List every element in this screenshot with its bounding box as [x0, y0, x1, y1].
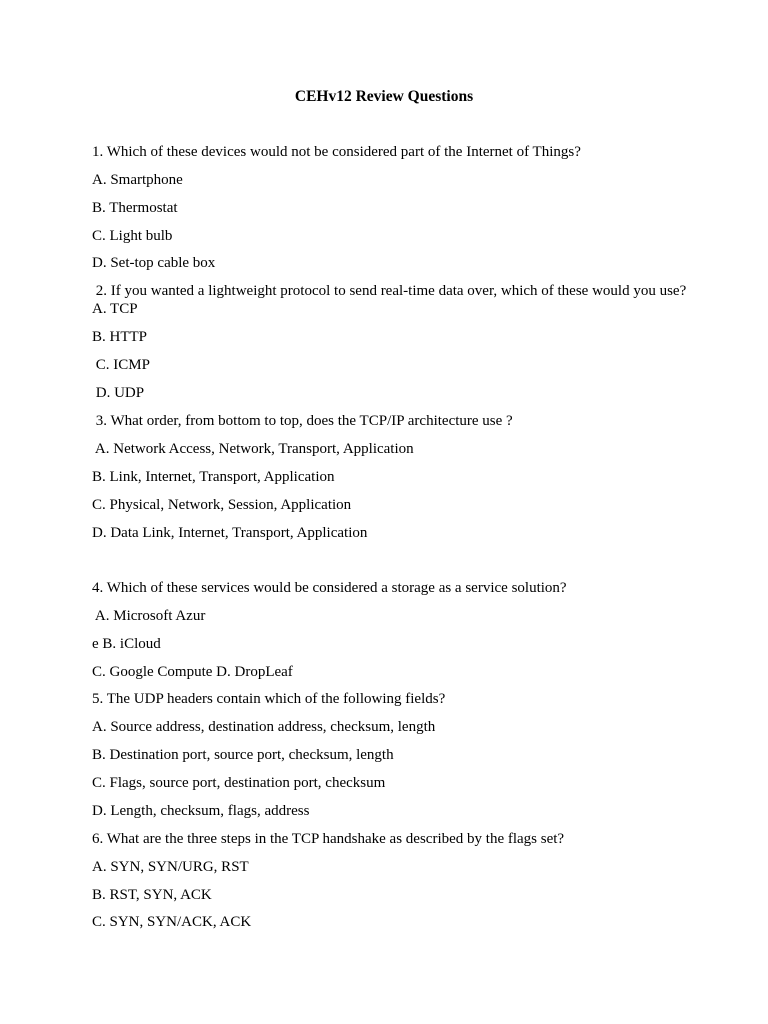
page-title: CEHv12 Review Questions [294, 88, 474, 105]
question-5-option-c: C. Flags, source port, destination port, checksum [92, 775, 386, 791]
question-4-option-b: e B. iCloud [92, 636, 161, 652]
question-3-option-c: C. Physical, Network, Session, Application [92, 497, 352, 513]
question-4-text: 4. Which of these services would be considered a storage as a service solution? [92, 580, 567, 596]
question-4-option-a: A. Microsoft Azur [92, 608, 206, 624]
question-2-option-d: D. UDP [92, 385, 145, 401]
question-5-option-a: A. Source address, destination address, checksum, length [92, 719, 436, 735]
question-1-option-b: B. Thermostat [92, 200, 178, 216]
question-1-option-d: D. Set-top cable box [92, 255, 216, 271]
question-2-text: 2. If you wanted a lightweight protocol to send real-time data over, which of these would you use? A. TCP [92, 283, 690, 317]
question-4-option-cd: C. Google Compute D. DropLeaf [92, 664, 293, 680]
question-3-option-b: B. Link, Internet, Transport, Application [92, 469, 335, 485]
question-2-option-c: C. ICMP [92, 357, 150, 373]
question-3-option-d: D. Data Link, Internet, Transport, Application [92, 525, 368, 541]
question-5-option-d: D. Length, checksum, flags, address [92, 803, 310, 819]
question-3-option-a: A. Network Access, Network, Transport, Application [92, 441, 414, 457]
question-1-text: 1. Which of these devices would not be considered part of the Internet of Things? [92, 144, 581, 160]
question-3-text: 3. What order, from bottom to top, does the TCP/IP architecture use ? [92, 413, 513, 429]
question-1-option-c: C. Light bulb [92, 228, 173, 244]
question-5-option-b: B. Destination port, source port, checksum, length [92, 747, 394, 763]
question-6-option-c: C. SYN, SYN/ACK, ACK [92, 914, 252, 930]
question-6-text: 6. What are the three steps in the TCP handshake as described by the flags set? [92, 831, 565, 847]
question-2-option-b: B. HTTP [92, 329, 148, 345]
question-6-option-a: A. SYN, SYN/URG, RST [92, 859, 249, 875]
question-6-option-b: B. RST, SYN, ACK [92, 887, 212, 903]
question-5-text: 5. The UDP headers contain which of the following fields? [92, 691, 446, 707]
question-1-option-a: A. Smartphone [92, 172, 183, 188]
